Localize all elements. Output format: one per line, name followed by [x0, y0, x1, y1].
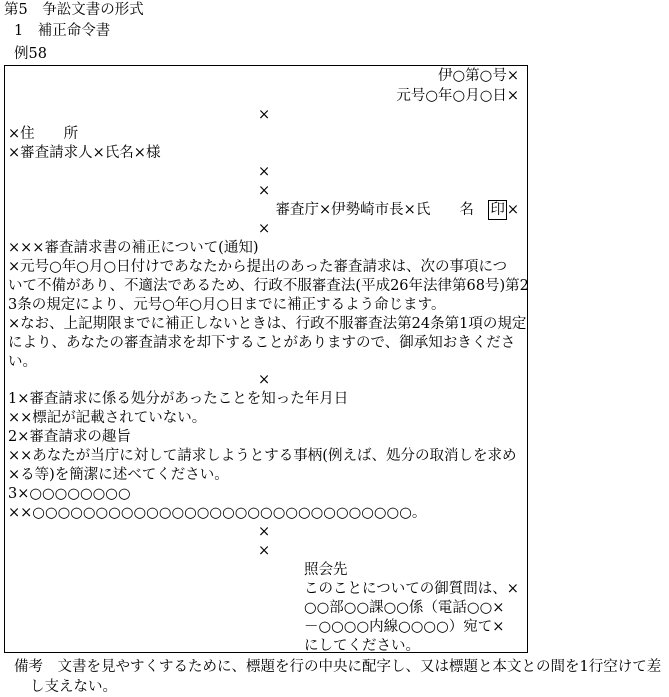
doc-date: 元号○年○月○日×	[396, 88, 519, 104]
sender-line	[276, 200, 519, 220]
note-line: し支えない。	[30, 679, 117, 695]
item-line: 3×○○○○○○○○	[8, 486, 131, 502]
addressee-address: ×住 所	[8, 126, 79, 142]
example-label: 例58	[14, 46, 47, 62]
body-line: 3条の規定により、元号○年○月○日までに補正するよう命じます。	[8, 297, 446, 313]
contact-title: 照会先	[304, 562, 348, 578]
sender-name: 審査庁×伊勢崎市長×氏 名	[275, 202, 489, 218]
blank-line: ×	[258, 107, 271, 123]
body-line: い。	[8, 354, 37, 370]
section-title: 第5 争訟文書の形式	[4, 2, 144, 18]
doc-number: 伊○第○号×	[438, 68, 519, 84]
body-line: ×なお、上記期限までに補正しないときは、行政不服審査法第24条第1項の規定	[8, 316, 527, 332]
seal-mark: 印	[490, 202, 505, 218]
item-line: ××あなたが当庁に対して請求しようとする事柄(例えば、処分の取消しを求め	[8, 448, 517, 464]
item-line: ××標記が記載されていない。	[8, 410, 207, 426]
note-line: 備考 文書を見やすくするために、標題を行の中央に配字し、又は標題と本文との間を1行空けて差	[14, 659, 662, 675]
blank-line: ×	[258, 543, 271, 559]
contact-line: －○○○○内線○○○○）宛て×	[304, 619, 505, 635]
blank-line: ×	[258, 372, 271, 388]
contact-line: にしてください。	[304, 638, 420, 654]
item-line: 2×審査請求の趣旨	[8, 429, 131, 445]
blank-line: ×	[258, 164, 271, 180]
body-line: ×元号○年○月○日付けであなたから提出のあった審査請求は、次の事項につ	[8, 259, 508, 275]
item-line: ××○○○○○○○○○○○○○○○○○○○○○○○○○○○○○○。	[8, 505, 427, 521]
subsection-title: 1 補正命令書	[14, 23, 111, 39]
item-line: 1×審査請求に係る処分があったことを知った年月日	[8, 391, 349, 407]
blank-line: ×	[258, 524, 271, 540]
blank-line: ×	[258, 183, 271, 199]
item-line: ×る等)を簡潔に述べてください。	[8, 467, 229, 483]
addressee-name: ×審査請求人×氏名×様	[8, 145, 161, 161]
blank-line: ×	[258, 221, 271, 237]
contact-line: ○○部○○課○○係（電話○○×	[304, 600, 505, 616]
sender-suffix: ×	[506, 202, 519, 218]
subject-line: ×××審査請求書の補正について(通知)	[8, 240, 259, 256]
contact-line: このことについての御質問は、×	[304, 581, 519, 597]
body-line: いて不備があり、不適法であるため、行政不服審査法(平成26年法律第68号)第2	[8, 278, 529, 294]
body-line: により、あなたの審査請求を却下することがありますので、御承知おきくださ	[8, 335, 516, 351]
